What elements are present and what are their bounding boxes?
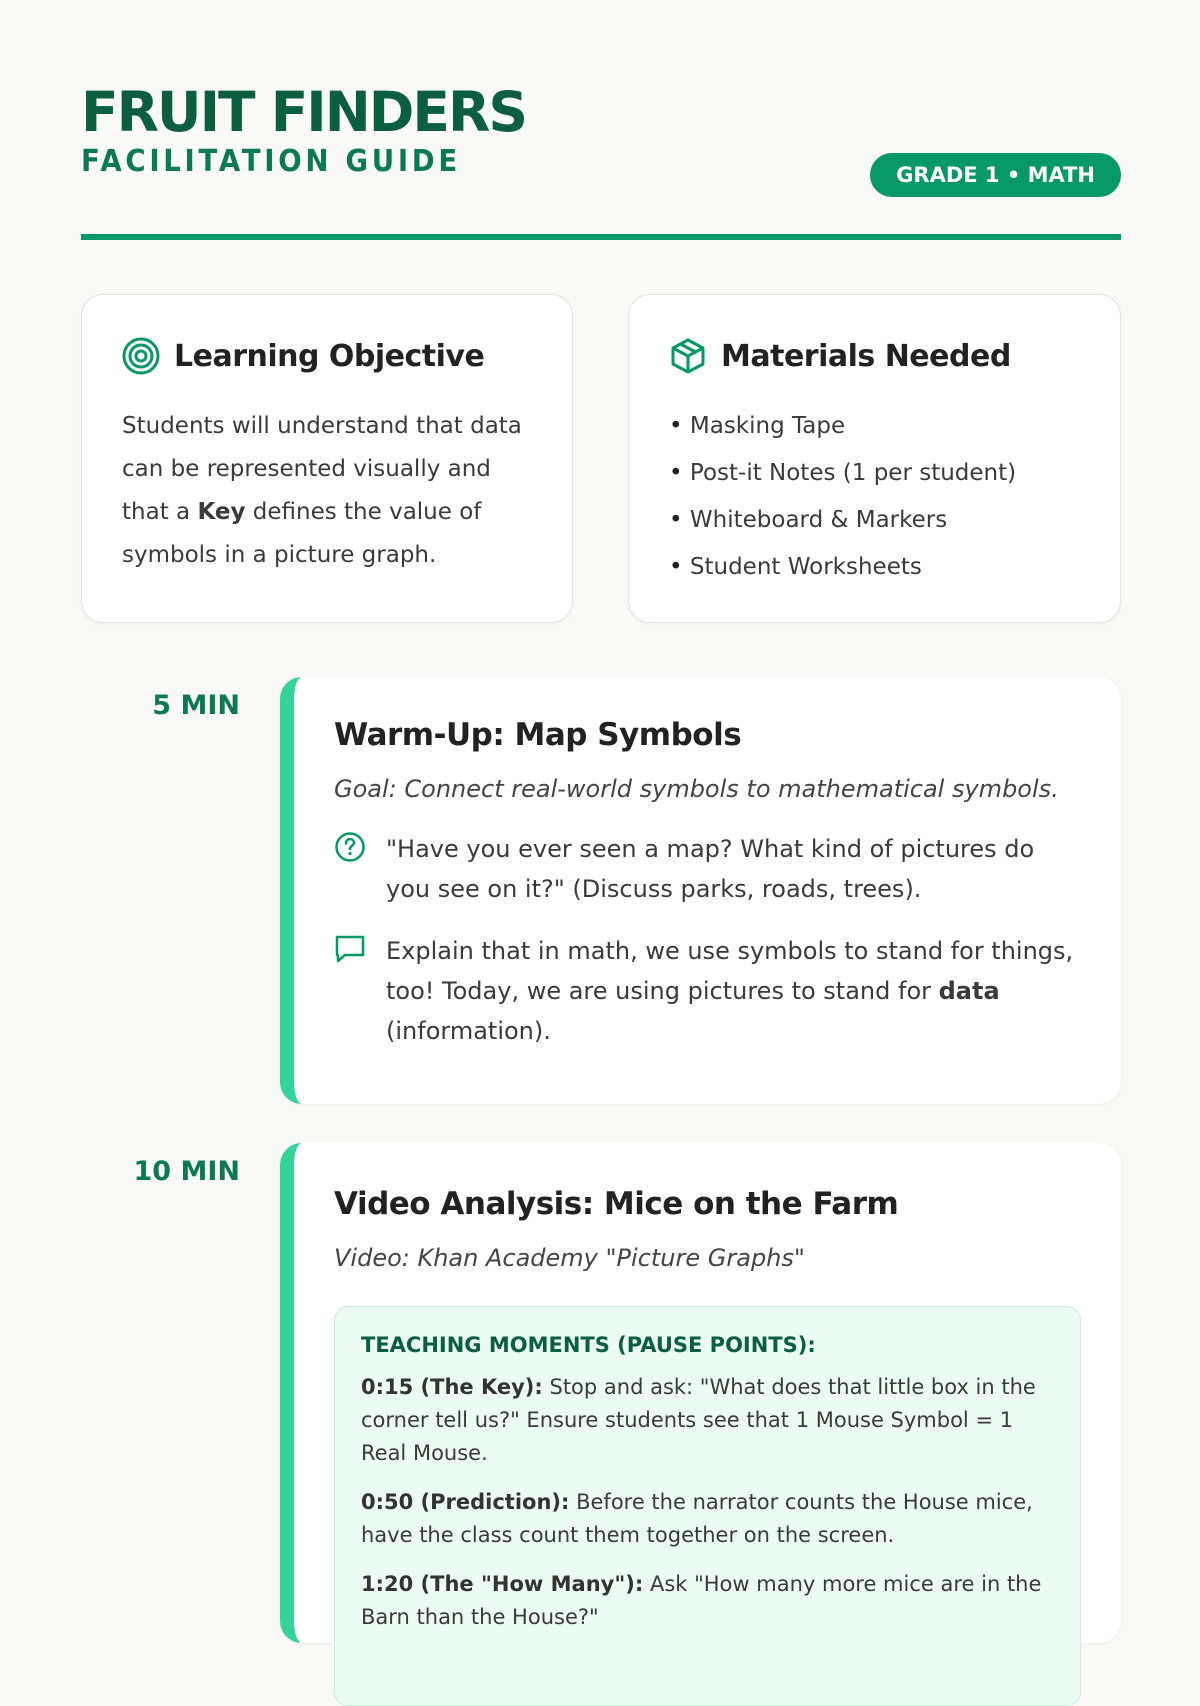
objective-key-term: Key <box>197 499 246 525</box>
question-icon <box>334 831 366 863</box>
materials-list <box>669 403 1080 591</box>
pause-point-label: 1:20 (The "How Many"): <box>361 1572 644 1596</box>
learning-objective-heading <box>122 337 532 375</box>
step-1-card <box>280 677 1121 1104</box>
learning-objective-title: Learning Objective <box>174 338 485 374</box>
chat-bubble-icon <box>334 933 366 965</box>
materials-heading <box>669 337 1080 375</box>
pause-point-text: Stop and ask: "What does that little box in the corner tell us?" Ensure students see that 1 Mouse Symbol = 1 Real Mouse. <box>361 1375 1036 1465</box>
step-2-title: Video Analysis: Mice on the Farm <box>334 1186 899 1222</box>
step-2-video-source: Video: Khan Academy "Picture Graphs" <box>334 1244 805 1272</box>
learning-objective-card <box>81 294 573 623</box>
header-divider <box>81 234 1121 240</box>
list-item: • Masking Tape <box>669 403 1080 450</box>
step-1-explanation <box>334 931 1081 1051</box>
pause-point <box>361 1486 1054 1552</box>
pause-points-box <box>334 1306 1081 1706</box>
list-item: • Post-it Notes (1 per student) <box>669 450 1080 497</box>
pause-point-text: Before the narrator counts the House mice, have the class count them together on the screen. <box>361 1490 1033 1547</box>
objective-text-after: defines the value of symbols in a picture graph. <box>122 499 482 568</box>
list-item: • Student Worksheets <box>669 544 1080 591</box>
explanation-key-term: data <box>938 977 1000 1005</box>
objective-text-before: Students will understand that data can be represented visually and that a <box>122 413 522 525</box>
page-title: FRUIT FINDERS <box>81 80 526 144</box>
step-1-duration: 5 MIN <box>152 690 240 721</box>
pause-point <box>361 1568 1054 1634</box>
materials-title: Materials Needed <box>721 338 1011 374</box>
pause-point <box>361 1371 1054 1470</box>
step-2-duration: 10 MIN <box>133 1156 240 1187</box>
box-icon <box>669 337 707 375</box>
step-1-explanation-text <box>386 931 1081 1051</box>
step-1-goal: Goal: Connect real-world symbols to mathematical symbols. <box>334 775 1059 803</box>
pause-point-label: 0:50 (Prediction): <box>361 1490 570 1514</box>
step-2-card <box>280 1143 1121 1643</box>
step-1-title: Warm-Up: Map Symbols <box>334 717 742 753</box>
grade-badge: GRADE 1 • MATH <box>870 153 1121 197</box>
explanation-text-after: (information). <box>386 1017 551 1045</box>
page-subtitle: FACILITATION GUIDE <box>81 144 461 179</box>
learning-objective-text <box>122 405 532 577</box>
step-1-question <box>334 829 1081 909</box>
step-1-question-text: "Have you ever seen a map? What kind of pictures do you see on it?" (Discuss parks, roads, trees). <box>386 835 1035 903</box>
pause-point-text: Ask "How many more mice are in the Barn than the House?" <box>361 1572 1042 1629</box>
page-header <box>81 80 1121 187</box>
pause-point-label: 0:15 (The Key): <box>361 1375 543 1399</box>
target-icon <box>122 337 160 375</box>
materials-card <box>628 294 1121 623</box>
list-item: • Whiteboard & Markers <box>669 497 1080 544</box>
explanation-text-before: Explain that in math, we use symbols to stand for things, too! Today, we are using pictures to stand for <box>386 937 1074 1005</box>
pause-points-heading: TEACHING MOMENTS (PAUSE POINTS): <box>361 1333 816 1357</box>
